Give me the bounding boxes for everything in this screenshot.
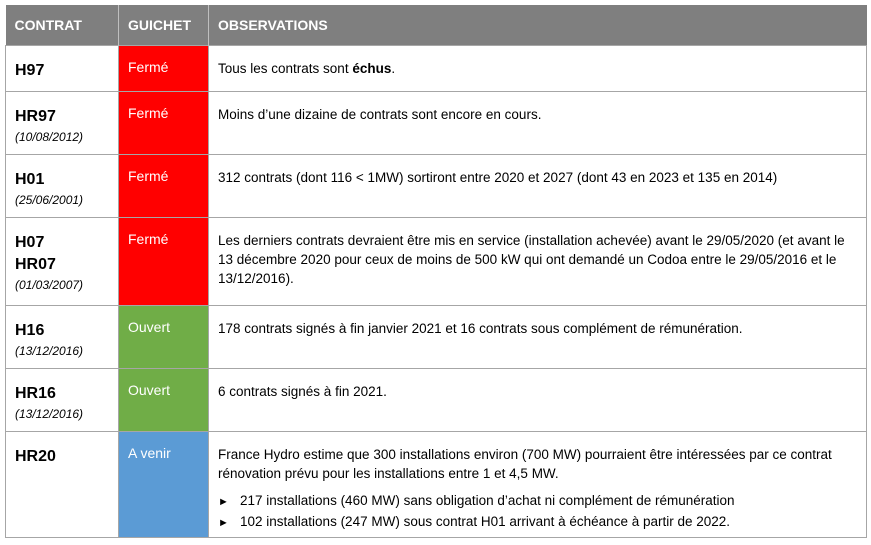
- contract-date: (13/12/2016): [15, 344, 84, 358]
- contract-code: HR16: [15, 385, 56, 402]
- status-cell: Fermé: [119, 155, 209, 218]
- contracts-table: [5, 5, 867, 538]
- status-cell: Fermé: [119, 218, 209, 306]
- contract-code: H97: [15, 62, 45, 79]
- table-row-hr20: [6, 432, 867, 538]
- table-row-h16: [6, 306, 867, 369]
- contract-cell: [6, 432, 119, 538]
- triangle-right-icon: ►: [218, 517, 229, 529]
- header-guichet: GUICHET: [119, 5, 209, 46]
- list-item-text: 217 installations (460 MW) sans obligation d’achat ni complément de rémunération: [240, 493, 735, 508]
- observation-cell: 6 contrats signés à fin 2021.: [209, 369, 867, 432]
- header-observations: OBSERVATIONS: [209, 5, 867, 46]
- observation-cell: [209, 432, 867, 538]
- table-row-hr16: [6, 369, 867, 432]
- observation-cell: [209, 46, 867, 92]
- contract-date: (01/03/2007): [15, 278, 84, 292]
- list-item-text: 102 installations (247 MW) sous contrat H01 arrivant à échéance à partir de 2022.: [240, 514, 731, 529]
- contract-code: H01: [15, 171, 45, 188]
- observation-cell: Les derniers contrats devraient être mis en service (installation achevée) avant le 29/05/2020 (et avant le 13 décembre 2020 pour ceux de moins de 500 kW qui ont demandé un Codoa entre le 29/05/2016 et le 13/12/2016).: [209, 218, 867, 306]
- observation-bold: échus: [352, 61, 392, 76]
- status-cell: Fermé: [119, 92, 209, 155]
- table-row-h97: [6, 46, 867, 92]
- observation-bullet-list: [218, 491, 857, 533]
- observation-text: Tous les contrats sont: [218, 61, 353, 76]
- list-item: [218, 512, 857, 533]
- status-cell: A venir: [119, 432, 209, 538]
- contract-date: (13/12/2016): [15, 407, 84, 421]
- status-cell: Ouvert: [119, 306, 209, 369]
- status-cell: Fermé: [119, 46, 209, 92]
- contract-code: H16: [15, 322, 45, 339]
- contract-date: (25/06/2001): [15, 193, 84, 207]
- observation-text-end: .: [391, 61, 396, 76]
- contract-cell: [6, 218, 119, 306]
- list-item: [218, 491, 857, 512]
- contract-code: HR97: [15, 108, 56, 125]
- observation-text: France Hydro estime que 300 installations environ (700 MW) pourraient être intéressées par ce contrat rénovation prévu pour les installations entre 1 et 4,5 MW.: [218, 447, 832, 481]
- table-row-h01: [6, 155, 867, 218]
- contract-code: HR20: [15, 448, 56, 465]
- observation-cell: 312 contrats (dont 116 < 1MW) sortiront entre 2020 et 2027 (dont 43 en 2023 et 135 en 2014): [209, 155, 867, 218]
- observation-cell: Moins d’une dizaine de contrats sont encore en cours.: [209, 92, 867, 155]
- contract-cell: [6, 155, 119, 218]
- contract-cell: [6, 46, 119, 92]
- header-row: [6, 5, 867, 46]
- contract-cell: [6, 369, 119, 432]
- table-row-hr97: [6, 92, 867, 155]
- triangle-right-icon: ►: [218, 496, 229, 508]
- header-contrat: CONTRAT: [6, 5, 119, 46]
- observation-cell: 178 contrats signés à fin janvier 2021 et 16 contrats sous complément de rémunération.: [209, 306, 867, 369]
- table-row-h07: [6, 218, 867, 306]
- status-cell: Ouvert: [119, 369, 209, 432]
- contract-code-secondary: HR07: [15, 256, 56, 273]
- contract-date: (10/08/2012): [15, 130, 84, 144]
- contract-cell: [6, 92, 119, 155]
- contract-cell: [6, 306, 119, 369]
- contract-code: H07: [15, 234, 45, 251]
